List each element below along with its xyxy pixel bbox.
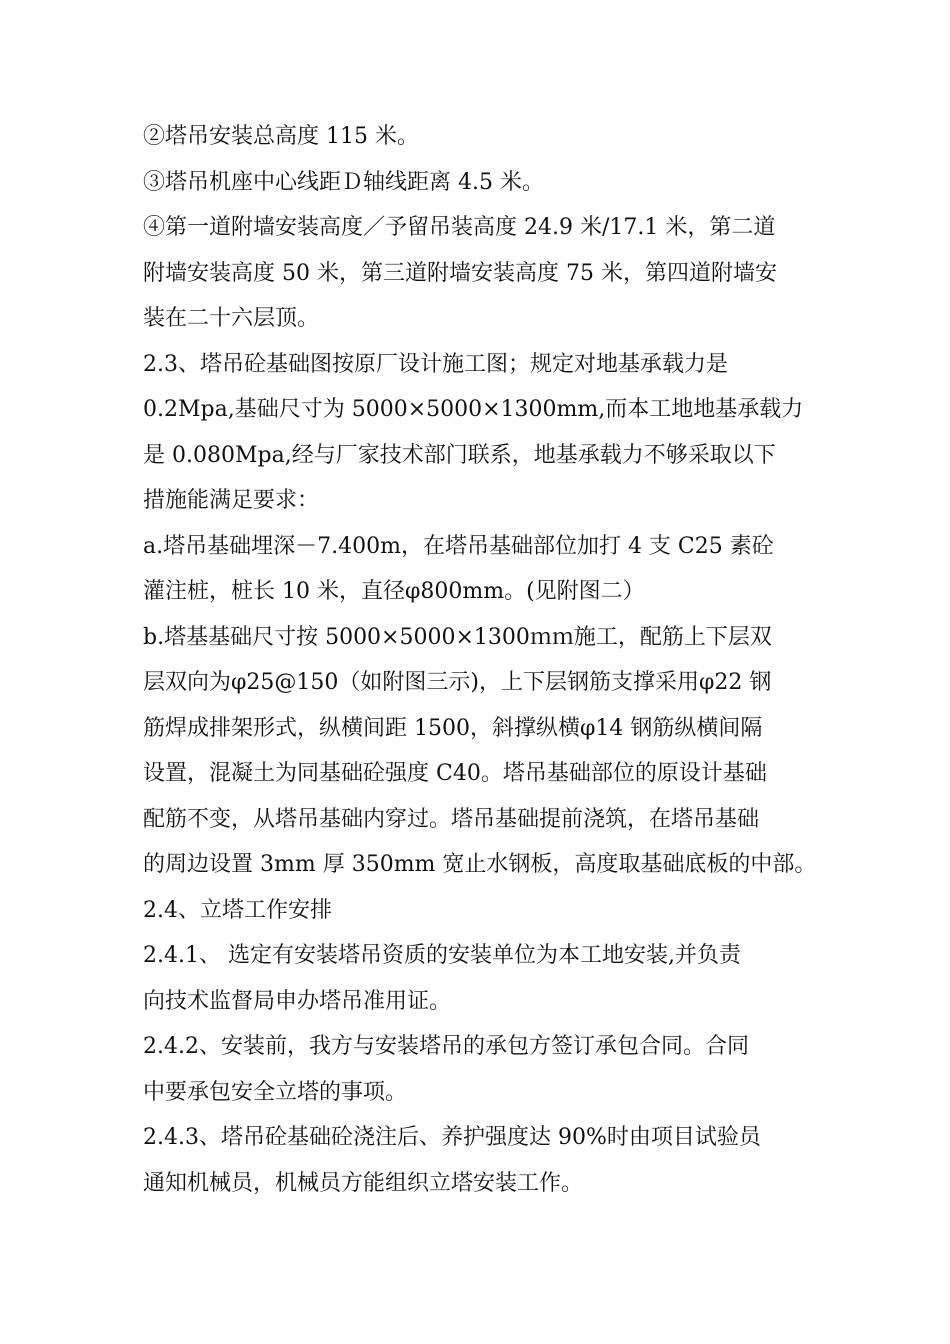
text-line: ④第一道附墙安装高度／予留吊装高度 24.9 米/17.1 米，第二道 (143, 215, 776, 240)
text-line: 2.4.3、塔吊砼基础砼浇注后、养护强度达 90%时由项目试验员 (143, 1125, 761, 1150)
paragraph-wall-ties (143, 205, 807, 342)
text-line: 2.4、立塔工作安排 (143, 897, 332, 923)
text-line: ③塔吊机座中心线距Ｄ轴线距离 4.5 米。 (143, 169, 544, 195)
text-line: 2.4.1、 选定有安装塔吊资质的安装单位为本工地安装,并负责 (143, 943, 741, 968)
text-line: b.塔基基础尺寸按 5000×5000×1300ｍｍ施工，配筋上下层双 (143, 624, 772, 650)
paragraph-total-height (143, 114, 807, 160)
text-line: 中要承包安全立塔的事项。 (143, 1079, 408, 1105)
text-line: 设置，混凝土为同基础砼强度 C40。塔吊基础部位的原设计基础 (143, 761, 767, 786)
text-line: ②塔吊安装总高度 115 米。 (143, 124, 419, 149)
text-line: 灌注桩，桩长 10 米，直径φ800mm。(见附图二） (143, 579, 645, 604)
paragraph-section-2-3 (143, 342, 807, 524)
paragraph-item-b (143, 615, 817, 888)
text-line: 通知机械员，机械员方能组织立塔安装工作。 (143, 1170, 584, 1196)
text-line: 0.2Mpa,基础尺寸为 5000×5000×1300mm,而本工地地基承载力 (143, 397, 804, 422)
paragraph-2-4-2 (143, 1024, 807, 1115)
text-line: 筋焊成排架形式，纵横间距 1500，斜撑纵横φ14 钢筋纵横间隔 (143, 715, 763, 741)
text-line: 的周边设置 3mm 厚 350mm 宽止水钢板，高度取基础底板的中部。 (143, 852, 817, 877)
text-line: 是 0.080Mpa,经与厂家技术部门联系，地基承载力不够采取以下 (143, 442, 776, 468)
text-line: 向技术监督局申办塔吊准用证。 (143, 988, 452, 1014)
text-line: 附墙安装高度 50 米，第三道附墙安装高度 75 米，第四道附墙安 (143, 260, 777, 286)
text-line: 层双向为φ25@150（如附图三示)，上下层钢筋支撑采用φ22 钢 (143, 670, 772, 695)
text-line: 2.4.2、安装前，我方与安装塔吊的承包方签订承包合同。合同 (143, 1034, 749, 1059)
section-heading-2-4 (143, 888, 807, 934)
paragraph-base-distance (143, 160, 807, 206)
paragraph-item-a (143, 524, 807, 615)
text-line: 配筋不变，从塔吊基础内穿过。塔吊基础提前浇筑，在塔吊基础 (143, 806, 760, 832)
text-line: 2.3、塔吊砼基础图按原厂设计施工图；规定对地基承载力是 (143, 351, 728, 377)
paragraph-2-4-1 (143, 933, 807, 1024)
document-page (143, 114, 817, 1206)
text-line: 装在二十六层顶。 (143, 306, 320, 331)
paragraph-2-4-3 (143, 1115, 807, 1206)
text-line: a.塔吊基础埋深－7.400m，在塔吊基础部位加打 4 支 C25 素砼 (143, 533, 774, 559)
text-line: 措施能满足要求： (143, 488, 320, 513)
